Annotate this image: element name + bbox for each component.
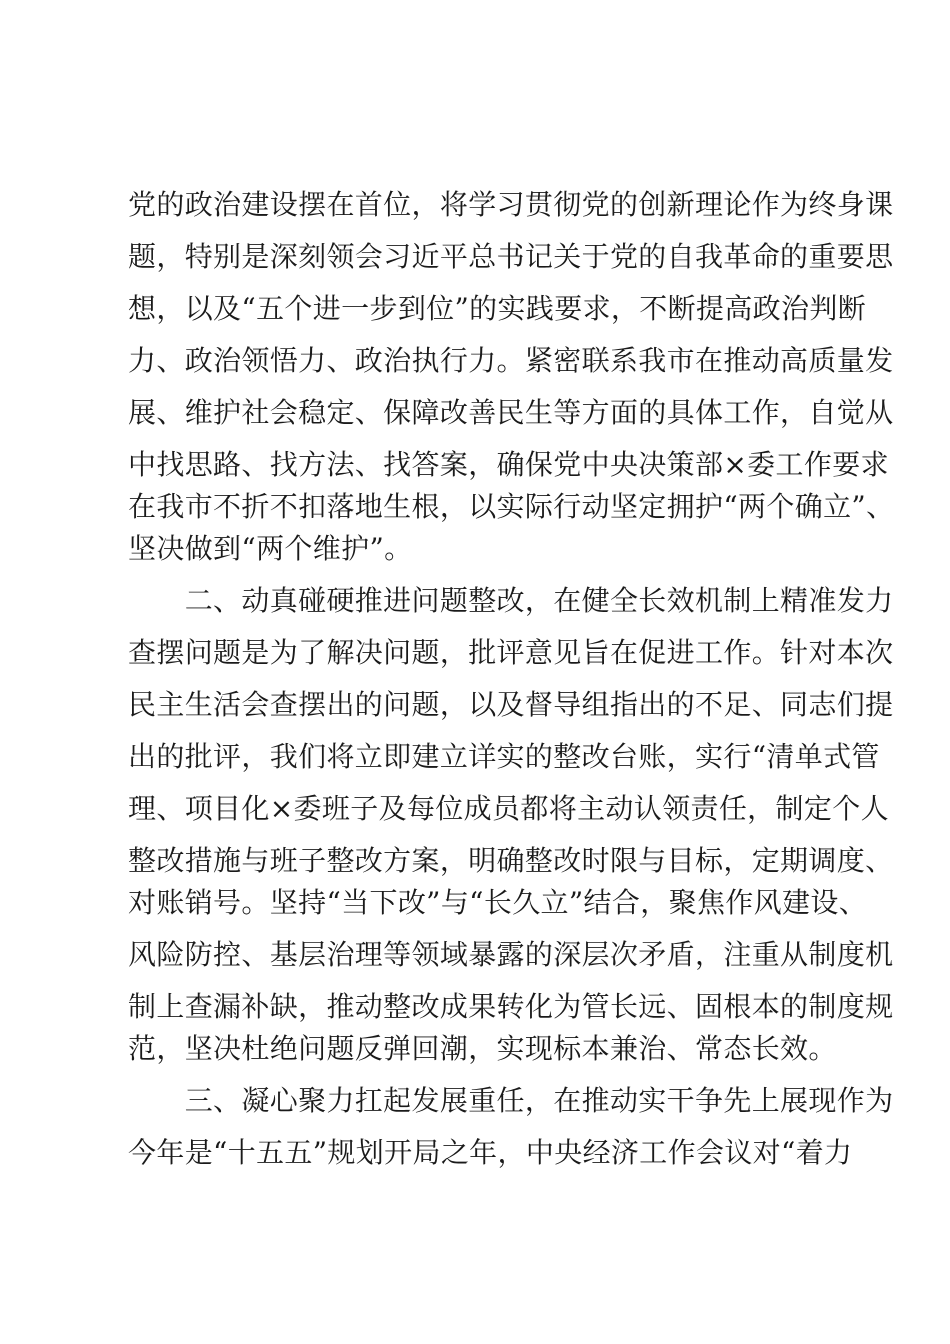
- text-line: 范，坚决杜绝问题反弹回潮，实现标本兼治、常态长效。: [128, 1032, 837, 1065]
- text-line: 力、政治领悟力、政治执行力。紧密联系我市在推动高质量发: [128, 344, 894, 377]
- text-line: 坚决做到“两个维护”。: [128, 532, 413, 565]
- text-line: 题，特别是深刻领会习近平总书记关于党的自我革命的重要思: [128, 240, 894, 273]
- text-line: 展、维护社会稳定、保障改善民生等方面的具体工作，自觉从: [128, 396, 894, 429]
- text-line: 风险防控、基层治理等领域暴露的深层次矛盾，注重从制度机: [128, 938, 894, 971]
- text-line: 理、项目化×委班子及每位成员都将主动认领责任，制定个人: [128, 792, 889, 825]
- text-line: 对账销号。坚持“当下改”与“长久立”结合，聚焦作风建设、: [128, 886, 868, 919]
- text-line: 想，以及“五个进一步到位”的实践要求，不断提高政治判断: [128, 292, 867, 325]
- text-line: 民主生活会查摆出的问题，以及督导组指出的不足、同志们提: [128, 688, 894, 721]
- text-line: 查摆问题是为了解决问题，批评意见旨在促进工作。针对本次: [128, 636, 894, 669]
- text-line: 中找思路、找方法、找答案，确保党中央决策部×委工作要求: [128, 448, 889, 481]
- text-line: 制上查漏补缺，推动整改成果转化为管长远、固根本的制度规: [128, 990, 894, 1023]
- text-line: 在我市不折不扣落地生根，以实际行动坚定拥护“两个确立”、: [128, 490, 895, 523]
- text-line: 党的政治建设摆在首位，将学习贯彻党的创新理论作为终身课: [128, 188, 894, 221]
- text-line: 今年是“十五五”规划开局之年，中央经济工作会议对“着力: [128, 1136, 853, 1169]
- text-line: 整改措施与班子整改方案，明确整改时限与目标，定期调度、: [128, 844, 894, 877]
- section-heading: 二、动真碰硬推进问题整改，在健全长效机制上精准发力: [128, 584, 894, 617]
- section-heading: 三、凝心聚力扛起发展重任，在推动实干争先上展现作为: [128, 1084, 894, 1117]
- text-line: 出的批评，我们将立即建立详实的整改台账，实行“清单式管: [128, 740, 880, 773]
